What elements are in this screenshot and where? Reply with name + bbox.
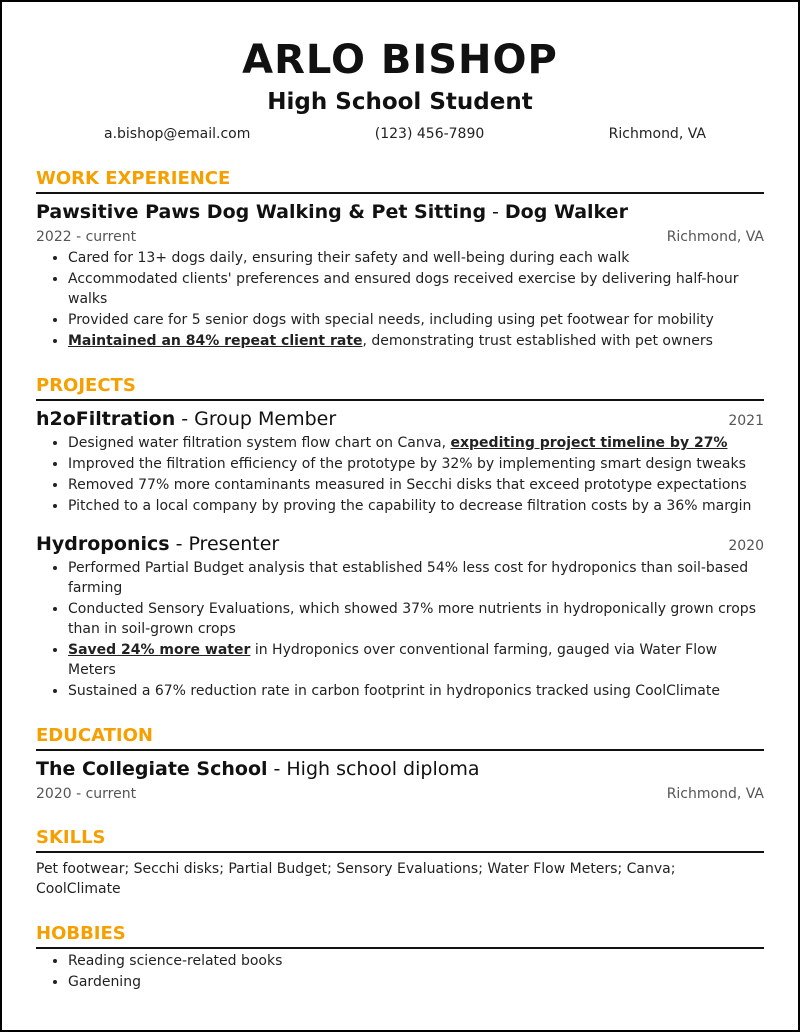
education-title	[36, 757, 480, 781]
work-highlight: Maintained an 84% repeat client rate	[68, 333, 363, 349]
contact-phone: (123) 456-7890	[374, 126, 485, 142]
list-item: • Performed Partial Budget analysis that established 54% less cost for hydroponics than soil-based farming	[68, 558, 764, 598]
work-sep: -	[492, 201, 499, 223]
project1-name: h2oFiltration	[36, 408, 176, 430]
work-dates: 2022 - current	[36, 229, 137, 245]
project2-header	[36, 532, 764, 556]
hobbies-list	[36, 951, 764, 992]
project2-role: Presenter	[188, 533, 280, 555]
education-location: Richmond, VA	[666, 786, 764, 802]
list-item: • Gardening	[68, 972, 764, 992]
project1-year: 2021	[728, 413, 764, 429]
section-title-education: EDUCATION	[36, 725, 764, 751]
list-item: • Reading science-related books	[68, 951, 764, 971]
education-meta	[36, 785, 764, 803]
project2-sep: -	[175, 533, 183, 555]
list-item: • Provided care for 5 senior dogs with special needs, including using pet footwear for mobility	[68, 310, 764, 330]
project1-role: Group Member	[194, 408, 337, 430]
list-item: • Accommodated clients' preferences and ensured dogs received exercise by delivering half-hour walks	[68, 269, 764, 309]
education-sep: -	[273, 758, 281, 780]
education-degree: High school diploma	[286, 758, 480, 780]
work-location: Richmond, VA	[666, 229, 764, 245]
section-title-work: WORK EXPERIENCE	[36, 168, 764, 194]
section-title-hobbies: HOBBIES	[36, 923, 764, 949]
project1-bullet-text: Designed water filtration system flow chart on Canva,	[68, 435, 451, 451]
education-header	[36, 757, 764, 781]
work-position: Dog Walker	[504, 201, 628, 223]
work-entry-title	[36, 200, 628, 224]
list-item: • Improved the filtration efficiency of the prototype by 32% by implementing smart design tweaks	[68, 454, 764, 474]
contact-email: a.bishop@email.com	[104, 126, 251, 142]
project1-title	[36, 407, 336, 431]
education-dates: 2020 - current	[36, 786, 137, 802]
list-item	[68, 640, 764, 680]
project2-year: 2020	[728, 538, 764, 554]
section-title-projects: PROJECTS	[36, 375, 764, 401]
project1-sep: -	[181, 408, 189, 430]
work-bullets	[36, 248, 764, 351]
project1-header	[36, 407, 764, 431]
project2-name: Hydroponics	[36, 533, 170, 555]
list-item	[68, 331, 764, 351]
work-bullet-rest: , demonstrating trust established with pet owners	[362, 333, 713, 349]
work-meta	[36, 228, 764, 246]
list-item: • Sustained a 67% reduction rate in carbon footprint in hydroponics tracked using CoolClimate	[68, 681, 764, 701]
list-item: • Cared for 13+ dogs daily, ensuring their safety and well-being during each walk	[68, 248, 764, 268]
candidate-role: High School Student	[267, 89, 533, 115]
list-item: • Conducted Sensory Evaluations, which showed 37% more nutrients in hydroponically grown crops than in soil-grown crops	[68, 599, 764, 639]
project2-bullet-rest: in Hydroponics over conventional farming, gauged via Water Flow Meters	[68, 642, 718, 678]
section-title-skills: SKILLS	[36, 827, 764, 853]
list-item: • Removed 77% more contaminants measured in Secchi disks that exceed prototype expectations	[68, 475, 764, 495]
project2-highlight: Saved 24% more water	[68, 642, 251, 658]
project1-bullets	[36, 433, 764, 516]
contact-row	[36, 126, 764, 142]
contact-location: Richmond, VA	[608, 126, 706, 142]
education-school: The Collegiate School	[36, 758, 268, 780]
list-item: • Pitched to a local company by proving the capability to decrease filtration costs by a 36% margin	[68, 496, 764, 516]
work-entry-header	[36, 200, 764, 224]
skills-text: Pet footwear; Secchi disks; Partial Budget; Sensory Evaluations; Water Flow Meters; Canva; CoolClimate	[36, 861, 676, 897]
list-item	[68, 433, 764, 453]
project2-title	[36, 532, 279, 556]
work-company: Pawsitive Paws Dog Walking & Pet Sitting	[36, 201, 487, 223]
project1-highlight: expediting project timeline by 27%	[450, 435, 728, 451]
candidate-name: ARLO BISHOP	[242, 37, 558, 83]
project2-bullets	[36, 558, 764, 701]
